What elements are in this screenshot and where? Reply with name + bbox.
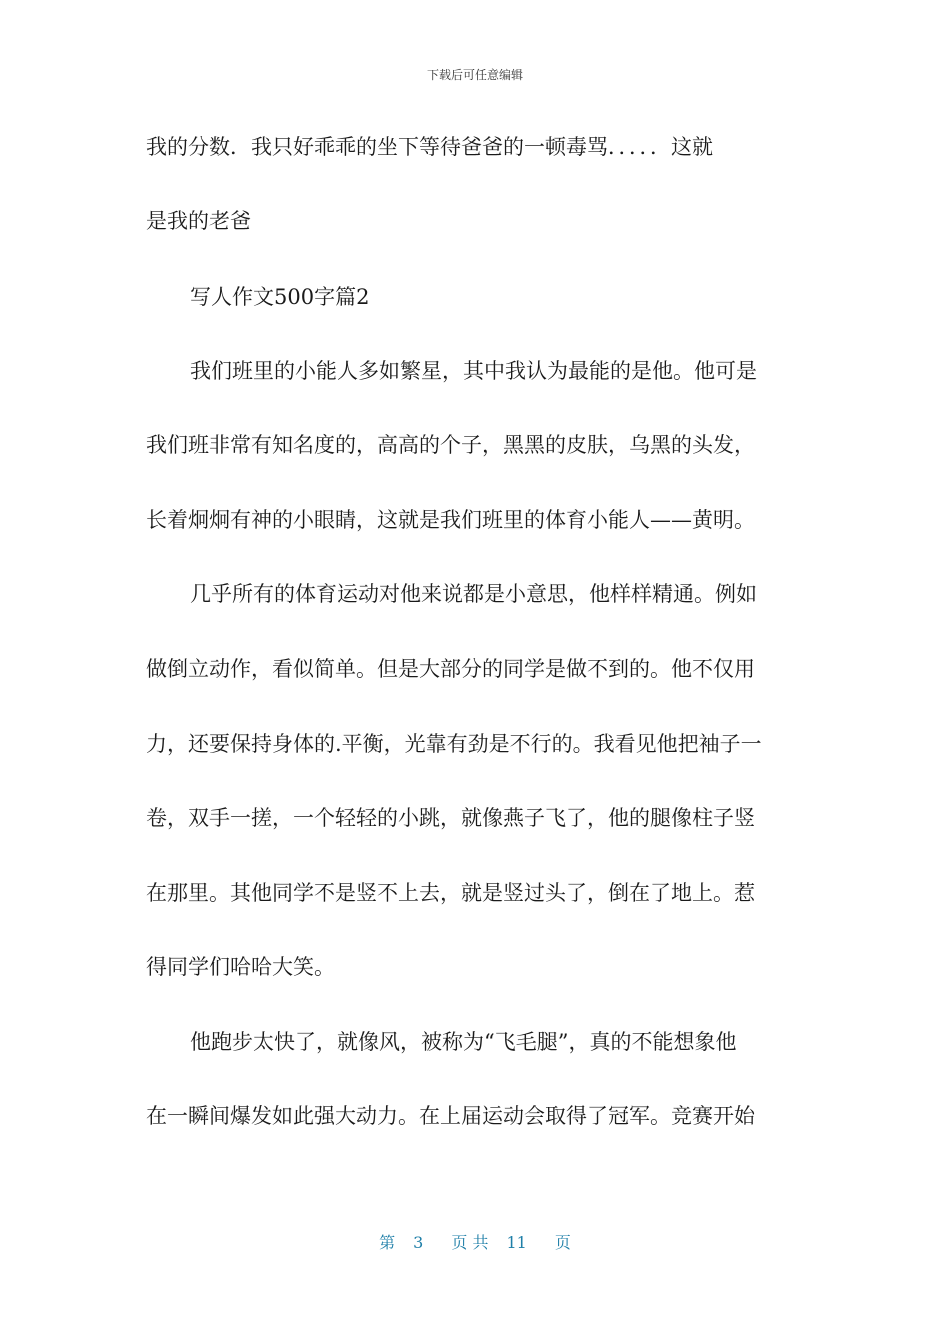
footer-prefix: 第 <box>379 1233 396 1252</box>
paragraph-line: 我们班非常有知名度的，高高的个子，黑黑的皮肤，乌黑的头发， <box>146 433 755 457</box>
section-heading: 写人作文500字篇2 <box>190 285 370 309</box>
paragraph-line: 得同学们哈哈大笑。 <box>146 955 335 979</box>
footer-suffix: 页 <box>554 1233 571 1252</box>
paragraph-line: 做倒立动作，看似简单。但是大部分的同学是做不到的。他不仅用 <box>146 657 755 681</box>
paragraph-line: 在一瞬间爆发如此强大动力。在上届运动会取得了冠军。竞赛开始 <box>146 1104 755 1128</box>
page-footer <box>0 1230 950 1253</box>
paragraph-line: 我们班里的小能人多如繁星，其中我认为最能的是他。他可是 <box>190 359 757 383</box>
paragraph-line: 几乎所有的体育运动对他来说都是小意思，他样样精通。例如 <box>190 582 757 606</box>
paragraph-line: 是我的老爸 <box>146 209 251 233</box>
header-note: 下载后可任意编辑 <box>426 68 523 82</box>
paragraph-line: 卷，双手一搓，一个轻轻的小跳，就像燕子飞了，他的腿像柱子竖 <box>146 806 755 830</box>
total-pages-number: 11 <box>506 1233 527 1252</box>
paragraph-line: 他跑步太快了，就像风，被称为“飞毛腿”，真的不能想象他 <box>190 1030 737 1054</box>
paragraph-line: 长着炯炯有神的小眼睛，这就是我们班里的体育小能人——黄明。 <box>146 508 755 532</box>
footer-middle: 页 共 <box>451 1233 489 1252</box>
paragraph-line: 在那里。其他同学不是竖不上去，就是竖过头了，倒在了地上。惹 <box>146 881 755 905</box>
paragraph-line: 力，还要保持身体的.平衡，光靠有劲是不行的。我看见他把袖子一 <box>146 732 762 756</box>
current-page-number: 3 <box>413 1233 424 1252</box>
paragraph-line: 我的分数．我只好乖乖的坐下等待爸爸的一顿毒骂．．．．．这就 <box>146 135 713 159</box>
